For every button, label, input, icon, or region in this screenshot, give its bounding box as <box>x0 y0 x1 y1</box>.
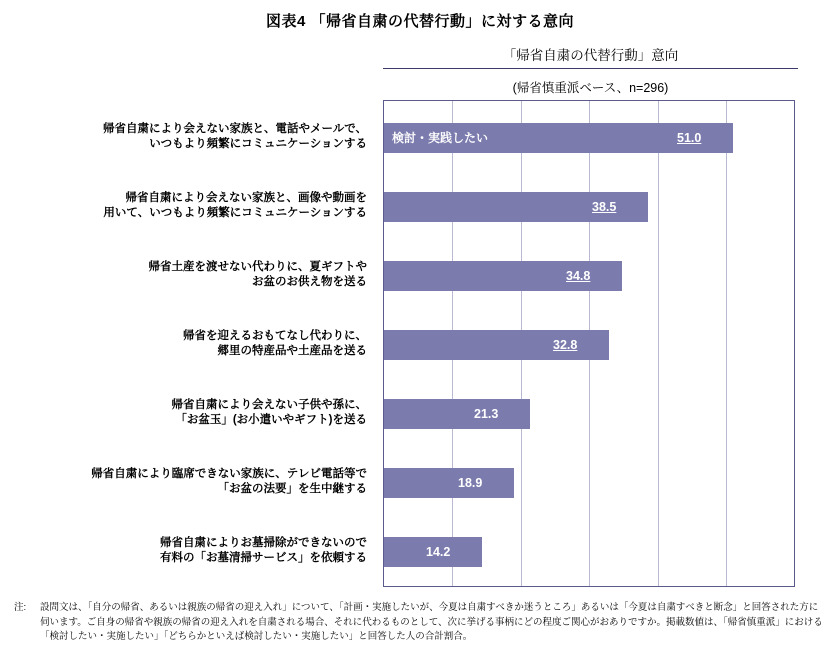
series-subheader: (帰省慎重派ベース、n=296) <box>512 81 669 95</box>
category-label-3 <box>57 329 367 359</box>
category-label-line: 帰省土産を渡せない代わりに、夏ギフトや <box>148 261 367 273</box>
bar-value-6: 14.2 <box>426 545 451 559</box>
category-label-1 <box>57 191 367 221</box>
bar-4[interactable] <box>384 399 530 429</box>
category-label-line: お盆のお供え物を送る <box>252 276 367 288</box>
category-label-line: 「お盆の法要」を生中継する <box>217 483 367 495</box>
bar-value-5: 18.9 <box>458 476 483 490</box>
category-label-line: 帰省自粛により会えない家族と、電話やメールで、 <box>102 123 367 135</box>
category-label-line: 帰省自粛により会えない子供や孫に、 <box>171 399 367 411</box>
bar-value-1: 38.5 <box>592 200 617 214</box>
bar-value-0: 51.0 <box>677 131 702 145</box>
category-label-2 <box>57 260 367 290</box>
category-label-line: 帰省を迎えるおもてなし代わりに、 <box>183 330 367 342</box>
category-label-line: 帰省自粛によりお墓掃除ができないので <box>160 537 367 549</box>
bar-group <box>384 101 794 586</box>
category-label-5 <box>57 467 367 497</box>
category-label-6 <box>57 536 367 566</box>
category-label-line: 帰省自粛により臨席できない家族に、テレビ電話等で <box>91 468 367 480</box>
series-header-label: 「帰省自粛の代替行動」意向 <box>383 44 798 69</box>
footnote-marker: 注: <box>14 602 27 613</box>
category-label-line: 用いて、いつもより頻繁にコミュニケーションする <box>103 207 367 219</box>
category-label-0 <box>57 122 367 152</box>
bar-value-3: 32.8 <box>553 338 578 352</box>
plot-area <box>383 100 795 587</box>
category-label-4 <box>57 398 367 428</box>
category-label-line: 有料の「お墓清掃サービス」を依頼する <box>160 552 367 564</box>
category-label-line: いつもより頻繁にコミュニケーションする <box>149 138 367 150</box>
bar-value-2: 34.8 <box>566 269 591 283</box>
category-label-line: 帰省自粛により会えない家族と、画像や動画を <box>125 192 367 204</box>
category-label-line: 「お盆玉」(お小遣いやギフト)を送る <box>175 414 367 426</box>
category-axis-labels <box>60 100 375 587</box>
series-header <box>383 44 798 69</box>
page-title: 図表4 「帰省自粛の代替行動」に対する意向 <box>265 13 574 30</box>
legend-label-inside-bar: 検討・実践したい <box>392 131 489 145</box>
footnote-text: 設問文は、「自分の帰省、あるいは親族の帰省の迎え入れ」について、「計画・実施したいが、今夏は自粛すべきか迷うところ」あるいは「今夏は自粛すべきと断念」と回答された方に伺います。ご自身の帰省や親族の帰省の迎え入れを自粛される場合、それに代わるものとして、次に挙げる事柄にどの程度ご関心がおありですか。掲載数値は、「帰省慎重派」における「検討したい・実施したい」「どちらかといえば検討したい・実施したい」と回答した人の合計割合。 <box>40 602 823 642</box>
bar-5[interactable] <box>384 468 514 498</box>
category-label-line: 郷里の特産品や土産品を送る <box>217 345 367 357</box>
footnote <box>14 601 826 645</box>
bar-value-4: 21.3 <box>474 407 499 421</box>
